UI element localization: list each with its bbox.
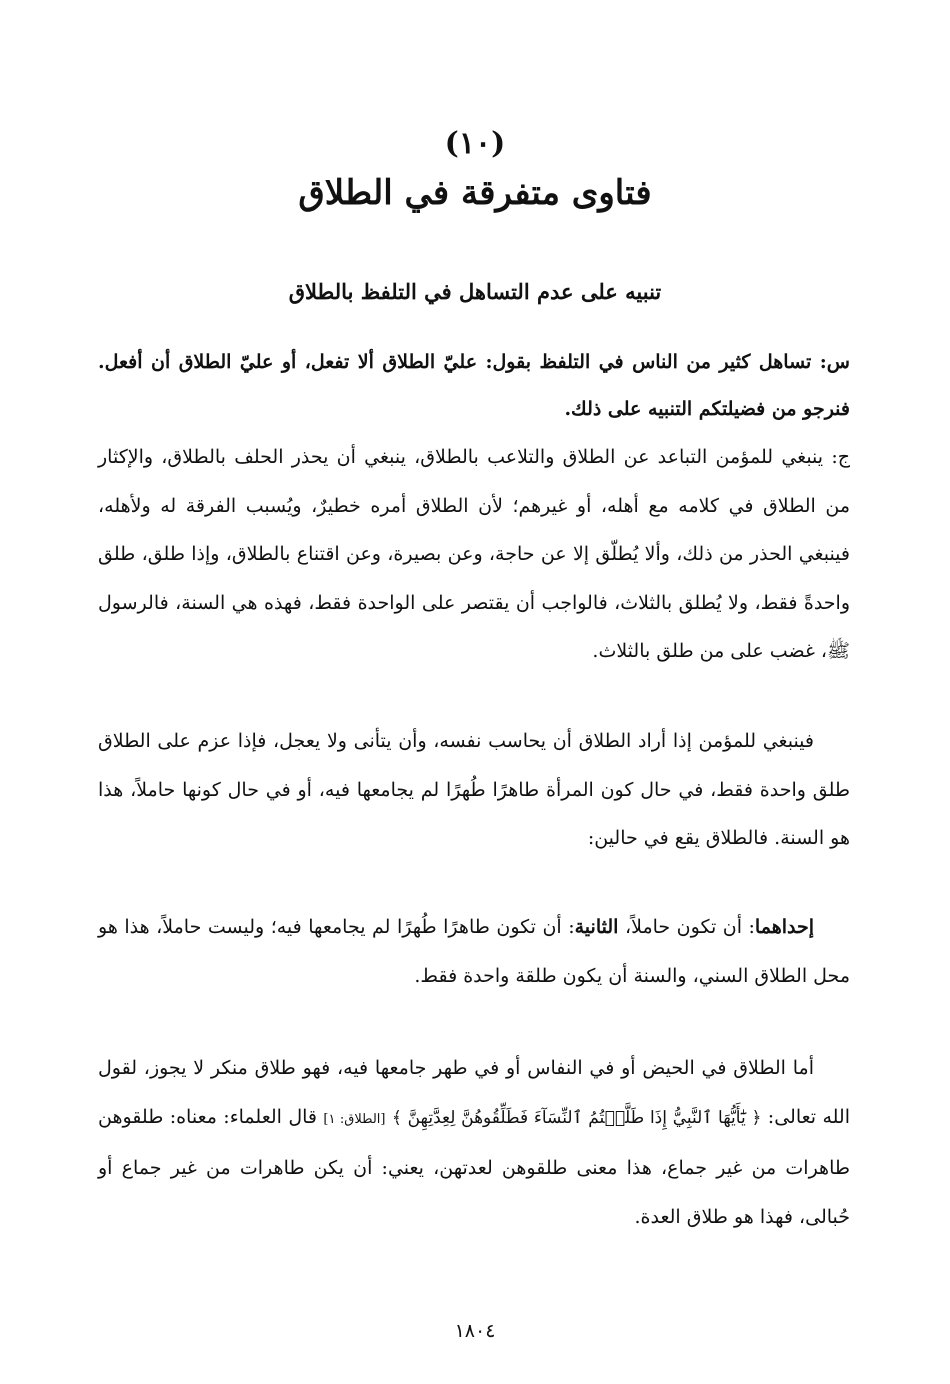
quran-citation: [الطلاق: ١] [323,1111,386,1127]
section-heading: تنبيه على عدم التساهل في التلفظ بالطلاق [288,279,662,304]
question-paragraph: س: تساهل كثير من الناس في التلفظ بقول: عليّ الطلاق ألا تفعل، أو عليّ الطلاق أن أفعل. فنرجو من فضيلتكم التنبيه على ذلك. [98,351,850,420]
answer-paragraph-2: فينبغي للمؤمن إذا أراد الطلاق أن يحاسب نفسه، وأن يتأنى ولا يعجل، فإذا عزم على الطلاق طلق واحدة فقط، في حال كون المرأة طاهرًا طُهرًا لم يجامعها فيه، أو في حال كونها حاملاً، هذا هو السنة. فالطلاق يقع في حالين: [98,730,850,849]
paragraph-3-explanation: قال العلماء: معناه: طلقوهن طاهرات من غير جماع، هذا معنى طلقوهن لعدتهن، يعني: أن يكن طاهرات من غير جماع أو حُبالى، فهذا هو طلاق العدة. [98,1105,850,1228]
case-2-label: الثانية [574,916,619,938]
page-number: ١٨٠٤ [454,1320,496,1342]
chapter-title: فتاوى متفرقة في الطلاق [298,173,652,213]
quran-verse: ﴿ يَٰٓأَيُّهَا ٱلنَّبِيُّ إِذَا طَلَّقۡتُمُ ٱلنِّسَآءَ فَطَلِّقُوهُنَّ لِعِدَّتِهِنَّ ﴾ [391,1107,762,1128]
case-1-label: إحداهما [754,916,814,938]
answer-paragraph-1: ج: ينبغي للمؤمن التباعد عن الطلاق والتلاعب بالطلاق، ينبغي أن يحذر الحلف بالطلاق، والإكثار من الطلاق في كلامه مع أهله، أو غيرهم؛ لأن الطلاق أمره خطيرٌ، ويُسبب الفرقة له ولأهله، فينبغي الحذر من ذلك، وألا يُطلّق إلا عن حاجة، وعن بصيرة، وعن اقتناع بالطلاق، وإذا طلق، طلق واحدةً فقط، ولا يُطلق بالثلاث، فالواجب أن يقتصر على الواحدة فقط، فهذه هي السنة، فالرسول ﷺ، غضب على من طلق بالثلاث. [98,446,850,662]
paragraph-3-intro: أما الطلاق في الحيض أو في النفاس أو في طهر جامعها فيه، فهو طلاق منكر لا يجوز، لقول الله تعالى: [98,1057,850,1128]
case-1-text: : أن تكون حاملاً، [624,916,755,938]
answer-paragraph-3 [98,1044,850,1241]
cases-paragraph [98,903,850,1001]
case-2-text: : أن تكون طاهرًا طُهرًا لم يجامعها فيه؛ وليست حاملاً، هذا هو محل الطلاق السني، والسنة أن يكون طلقة واحدة فقط. [98,916,850,987]
chapter-number: (١٠) [444,126,506,161]
